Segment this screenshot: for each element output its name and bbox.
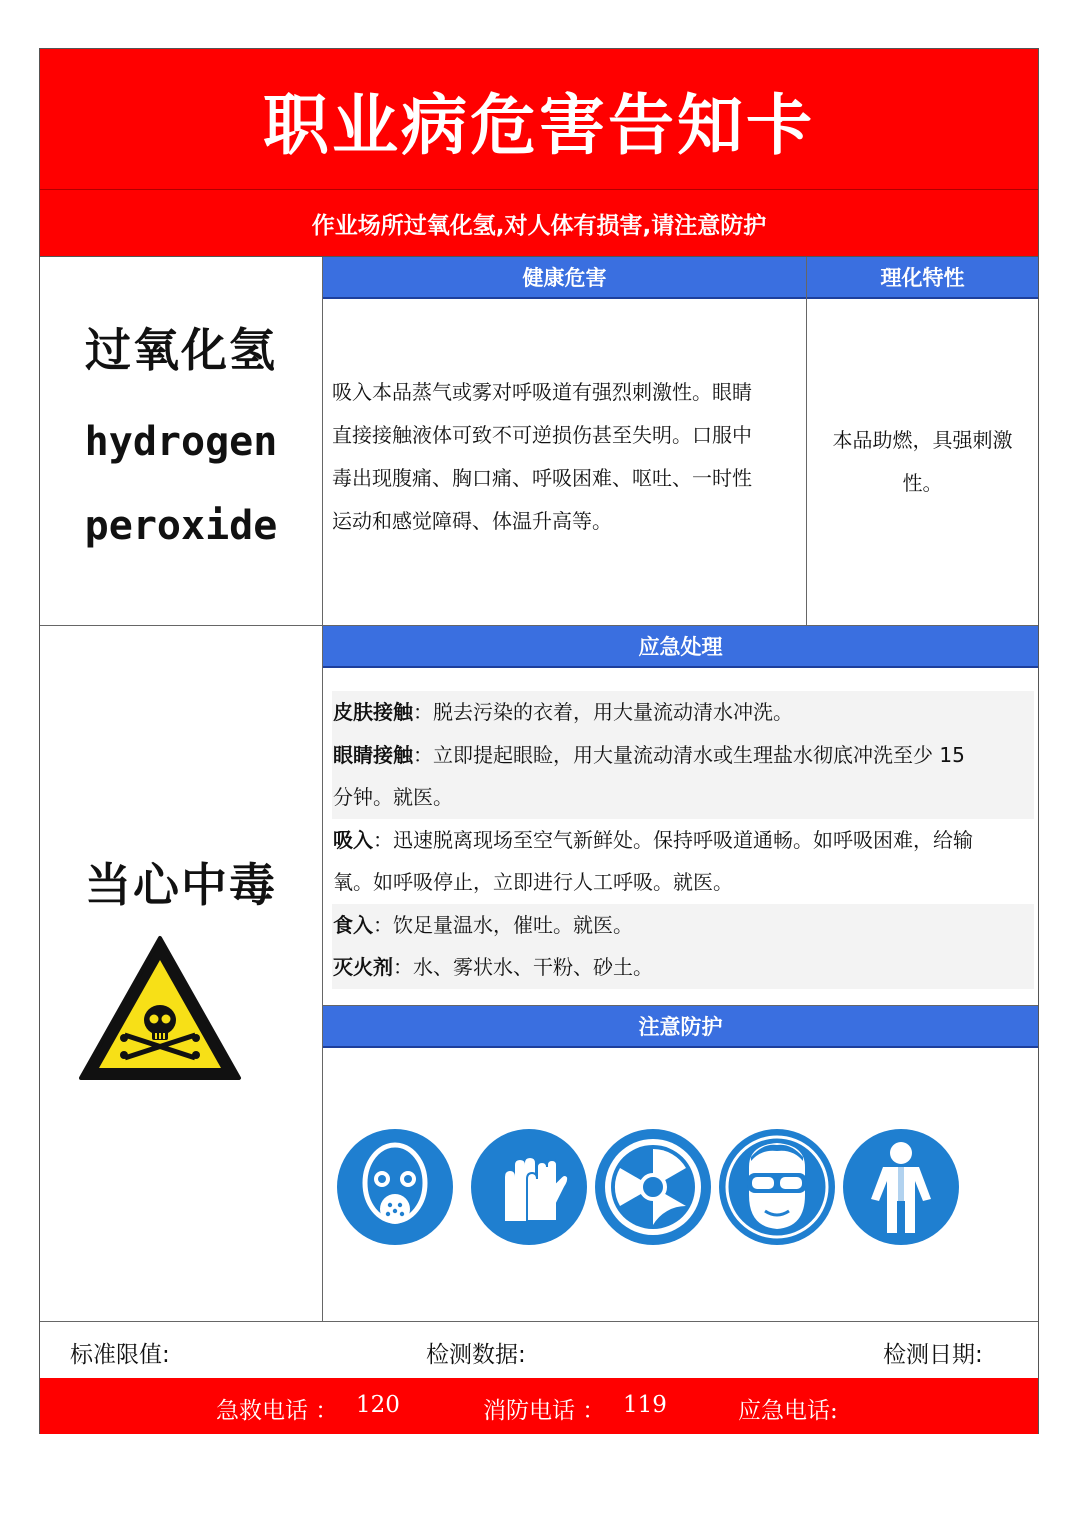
health-hazard-header: 健康危害 — [323, 257, 806, 299]
emergency-phone-label: 应急电话: — [738, 1398, 838, 1424]
emergency-skin: 皮肤接触：脱去污染的衣着，用大量流动清水冲洗。 — [332, 691, 1034, 734]
health-hazard-text — [332, 371, 802, 543]
emergency-inhale: 吸入：迅速脱离现场至空气新鲜处。保持呼吸道通畅。如呼吸困难，给输 — [333, 827, 973, 852]
test-data-label: 检测数据: — [426, 1342, 526, 1368]
emergency-fire: 灭火剂：水、雾状水、干粉、砂土。 — [332, 946, 1034, 989]
health-line: 毒出现腹痛、胸口痛、呼吸困难、呕吐、一时性 — [332, 466, 752, 490]
measurement-row — [40, 1321, 1038, 1378]
emergency-text — [332, 691, 1034, 989]
test-date-label: 检测日期: — [883, 1342, 983, 1368]
fire-number: 119 — [623, 1392, 667, 1418]
ventilation-fan-icon — [593, 1127, 713, 1247]
goggles-icon — [717, 1127, 837, 1247]
emergency-inhale-cont: 氧。如呼吸停止，立即进行人工呼吸。就医。 — [333, 870, 733, 894]
chemical-name-cn: 过氧化氢 — [85, 323, 277, 377]
physical-properties-header: 理化特性 — [807, 257, 1038, 299]
phys-line: 本品助燃，具强刺激 — [832, 428, 1013, 452]
health-line: 直接接触液体可致不可逆损伤甚至失明。口服中 — [332, 423, 752, 447]
warning-text: 当心中毒 — [85, 858, 277, 912]
hotline-banner — [40, 1378, 1038, 1434]
fire-label: 消防电话 ： — [483, 1398, 606, 1424]
first-aid-number: 120 — [356, 1392, 400, 1418]
physical-properties-text — [815, 419, 1030, 505]
protection-header: 注意防护 — [323, 1006, 1038, 1048]
phys-line: 性。 — [902, 471, 943, 495]
chemical-name-en-1: hydrogen — [84, 419, 278, 465]
emergency-ingest: 食入：饮足量温水，催吐。就医。 — [332, 904, 1034, 947]
poison-skull-triangle-icon — [77, 934, 243, 1084]
emergency-eye-cont: 分钟。就医。 — [332, 776, 1034, 819]
chemical-name-block — [40, 257, 322, 625]
notice-card — [39, 48, 1039, 1434]
page-title: 职业病危害告知卡 — [263, 86, 815, 164]
health-line: 运动和感觉障碍、体温升高等。 — [332, 509, 612, 533]
title-banner — [40, 49, 1038, 190]
first-aid-label: 急救电话 ： — [216, 1398, 339, 1424]
gloves-icon — [469, 1127, 589, 1247]
emergency-header: 应急处理 — [323, 626, 1038, 668]
emergency-eye: 眼睛接触：立即提起眼睑，用大量流动清水或生理盐水彻底冲洗至少 15 — [332, 734, 1034, 777]
subtitle-banner — [40, 190, 1038, 257]
standard-limit-label: 标准限值: — [70, 1342, 170, 1368]
gas-mask-icon — [335, 1127, 455, 1247]
chemical-name-en-2: peroxide — [84, 503, 278, 549]
subtitle: 作业场所过氧化氢,对人体有损害,请注意防护 — [311, 212, 767, 239]
divider-health-phys — [806, 257, 807, 625]
divider-left-column — [322, 257, 323, 1321]
protective-suit-icon — [841, 1127, 961, 1247]
health-line: 吸入本品蒸气或雾对呼吸道有强烈刺激性。眼睛 — [332, 380, 752, 404]
